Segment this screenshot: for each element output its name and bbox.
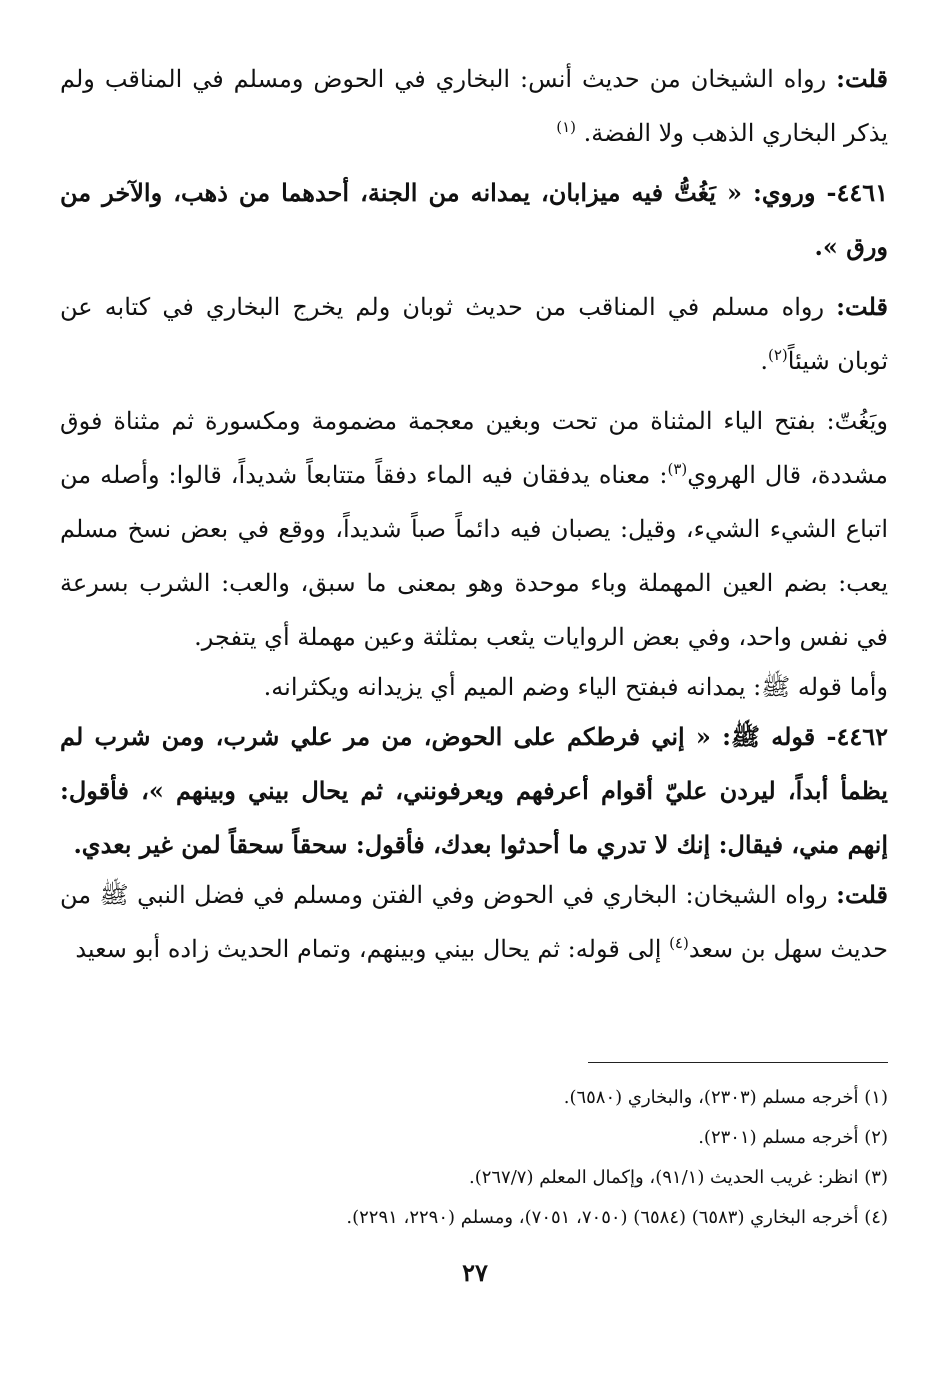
paragraph-7 — [60, 868, 888, 976]
paragraph-tail: إلى قوله: ثم يحال بيني وبينهم، وتمام الحديث زاده أبو سعيد — [75, 935, 670, 963]
page-number: ٢٧ — [462, 1258, 488, 1287]
footnote-1: (١) أخرجه مسلم (٢٣٠٣)، والبخاري (٦٥٨٠). — [563, 1087, 888, 1108]
footnote-4: (٤) أخرجه البخاري (٦٥٨٣) (٦٥٨٤) (٧٠٥٠، ٧٠٥١)، ومسلم (٢٢٩٠، ٢٢٩١). — [346, 1207, 888, 1228]
paragraph-text: رواه الشيخان من حديث أنس: البخاري في الحوض ومسلم في المناقب ولم يذكر البخاري الذهب ولا الفضة. — [60, 65, 888, 147]
paragraph-lead: ويَغُتّ: — [826, 407, 888, 435]
paragraph-tail: . — [760, 347, 768, 375]
paragraph-tail: : معناه يدفقان فيه الماء دفقاً متتابعاً شديداً، قالوا: وأصله من اتباع الشيء الشيء، وقيل: يصبان فيه دائماً صباً شديداً، ووقع في بعض نسخ مسلم يعب: بضم العين المهملة وباء موحدة وهو بمعنى ما سبق، والعب: الشرب بسرعة في نفس واحد، وفي بعض الروايات يثعب بمثلثة وعين مهملة أي يتفجر. — [60, 461, 888, 651]
footnote-ref[interactable]: (١) — [556, 118, 576, 136]
hadith-4461 — [60, 166, 888, 274]
footnote-2: (٢) أخرجه مسلم (٢٣٠١). — [698, 1127, 888, 1148]
footnotes — [60, 1078, 888, 1238]
paragraph-text: وأما قوله ﷺ: يمدانه فبفتح الياء وضم الميم أي يزيدانه ويكثرانه. — [263, 673, 888, 701]
paragraph-text: رواه الشيخان: البخاري في الحوض وفي الفتن ومسلم في فضل النبي ﷺ من حديث سهل بن سعد — [60, 881, 888, 963]
hadith-number: ٤٤٦١- وروي: — [753, 178, 888, 207]
paragraph-1 — [60, 52, 888, 160]
paragraph-lead: قلت: — [836, 292, 888, 321]
hadith-text: « إني فرطكم على الحوض، من مر علي شرب، ومن شرب لم يظمأ أبداً، ليردن عليّ أقوام أعرفهم ويعرفونني، ثم يحال بيني وبينهم »، فأقول: إنهم مني، فيقال: إنك لا تدري ما أحدثوا بعدك، فأقول: سحقاً سحقاً لمن غير بعدي. — [60, 722, 888, 859]
paragraph-text: بفتح الياء المثناة من تحت وبغين معجمة مضمومة ومكسورة ثم مثناة فوق مشددة، قال الهروي — [60, 407, 889, 489]
footnote-ref[interactable]: (٤) — [669, 934, 689, 952]
hadith-text: « يَغُتُّ فيه ميزابان، يمدانه من الجنة، أحدهما من ذهب، والآخر من ورق ». — [60, 178, 888, 261]
footnote-3: (٣) انظر: غريب الحديث (٩١/١)، وإكمال المعلم (٢٦٧/٧). — [468, 1167, 888, 1188]
paragraph-3 — [60, 280, 888, 388]
paragraph-lead: قلت: — [836, 880, 888, 909]
footnote-divider — [588, 1062, 888, 1063]
footnote-ref[interactable]: (٣) — [667, 460, 688, 478]
paragraph-4 — [60, 394, 888, 664]
hadith-number: ٤٤٦٢- قوله ﷺ: — [722, 722, 888, 751]
paragraph-5 — [60, 660, 888, 714]
footnote-ref[interactable]: (٢) — [767, 346, 788, 364]
paragraph-lead: قلت: — [836, 64, 888, 93]
hadith-4462 — [60, 710, 888, 872]
paragraph-text: رواه مسلم في المناقب من حديث ثوبان ولم يخرج البخاري في كتابه عن ثوبان شيئاً — [60, 293, 888, 375]
